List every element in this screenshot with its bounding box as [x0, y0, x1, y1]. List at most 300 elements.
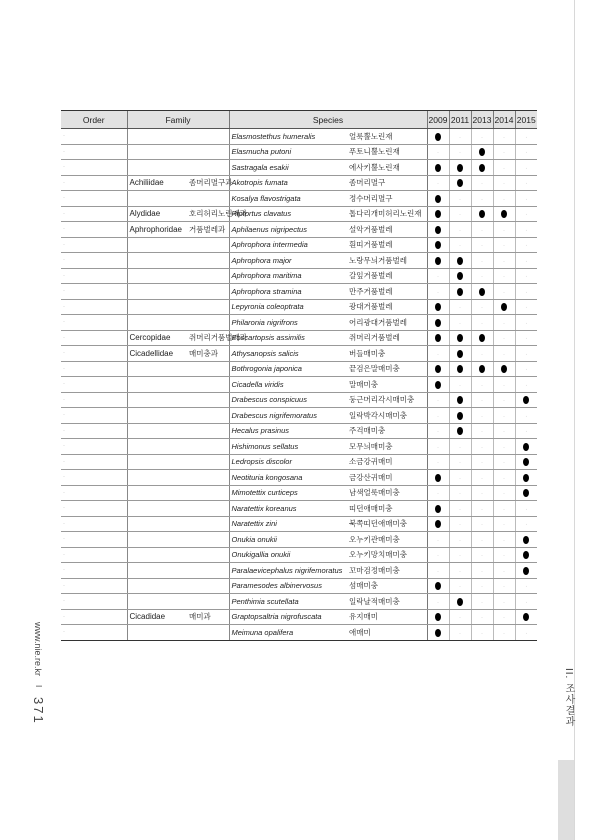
- absence-mark: ·: [481, 506, 483, 513]
- presence-dot-icon: [523, 458, 529, 466]
- family-scientific-name: [127, 315, 181, 331]
- year-presence-cell-2011: [449, 129, 471, 145]
- year-presence-cell-2015: [515, 392, 537, 408]
- species-scientific-name: Onukia onukii: [229, 532, 347, 548]
- species-scientific-name: Sastragala esakii: [229, 160, 347, 176]
- year-presence-cell-2014: [493, 175, 515, 191]
- absence-mark: ·: [481, 258, 483, 265]
- family-korean-name: [181, 361, 229, 377]
- order-cell: ·: [61, 330, 127, 346]
- absence-mark: ·: [503, 134, 505, 141]
- absence-mark: ·: [503, 630, 505, 637]
- family-korean-name: [181, 237, 229, 253]
- species-korean-text: 띠던애매미충: [349, 503, 393, 513]
- absence-mark: ·: [459, 506, 461, 513]
- absence-mark: ·: [525, 274, 528, 281]
- absence-mark: ·: [481, 475, 483, 482]
- year-presence-cell-2009: [427, 392, 449, 408]
- species-korean-text: 에사키뿔노린재: [349, 162, 400, 172]
- table-row: [61, 423, 537, 439]
- table-row: [61, 346, 537, 362]
- year-presence-cell-2014: [493, 315, 515, 331]
- family-scientific-name: [127, 454, 181, 470]
- presence-dot-icon: [435, 334, 441, 342]
- absence-mark: ·: [525, 351, 528, 358]
- presence-dot-icon: [523, 489, 529, 497]
- absence-mark: ·: [437, 289, 439, 296]
- species-korean-name: [347, 392, 427, 408]
- family-scientific-name: [127, 253, 181, 269]
- year-presence-cell-2009: [427, 532, 449, 548]
- family-scientific-name: [127, 237, 181, 253]
- table-row: [61, 563, 537, 579]
- absence-mark: ·: [459, 553, 461, 560]
- species-scientific-name: Kosalya flavostrigata: [229, 191, 347, 207]
- species-korean-name: [347, 470, 427, 486]
- year-presence-cell-2015: [515, 330, 537, 346]
- year-presence-cell-2014: [493, 237, 515, 253]
- family-korean-name: 매미충과: [181, 346, 229, 362]
- year-presence-cell-2013: [471, 377, 493, 393]
- family-korean-name: [181, 439, 229, 455]
- presence-dot-icon: [435, 582, 441, 590]
- presence-dot-icon: [523, 396, 529, 404]
- table-row: [61, 625, 537, 641]
- order-cell: ·: [61, 594, 127, 610]
- presence-dot-icon: [479, 164, 485, 172]
- year-presence-cell-2013: [471, 206, 493, 222]
- year-presence-cell-2013: [471, 563, 493, 579]
- species-scientific-name: Drabescus conspicuus: [229, 392, 347, 408]
- year-presence-cell-2015: [515, 439, 537, 455]
- presence-dot-icon: [435, 210, 441, 218]
- species-korean-text: 끝검은말매미충: [349, 364, 400, 374]
- species-korean-text: 유지매미: [349, 612, 378, 622]
- year-presence-cell-2009: [427, 346, 449, 362]
- year-presence-cell-2009: [427, 222, 449, 238]
- year-presence-cell-2011: [449, 408, 471, 424]
- species-korean-name: [347, 423, 427, 439]
- species-scientific-name: Bothrogonia japonica: [229, 361, 347, 377]
- presence-dot-icon: [523, 474, 529, 482]
- species-korean-text: 일락날적매미충: [349, 596, 400, 606]
- absence-mark: ·: [437, 568, 439, 575]
- absence-mark: ·: [459, 382, 461, 389]
- order-cell: ·: [61, 315, 127, 331]
- year-presence-cell-2014: [493, 532, 515, 548]
- species-scientific-name: Athysanopsis salicis: [229, 346, 347, 362]
- absence-mark: ·: [459, 460, 461, 467]
- species-scientific-name: Graptopsaltria nigrofuscata: [229, 609, 347, 625]
- presence-dot-icon: [435, 226, 441, 234]
- page-footer: [30, 622, 46, 742]
- section-label: II. 조사결과: [563, 668, 574, 728]
- absence-mark: ·: [525, 599, 528, 606]
- absence-mark: ·: [481, 227, 483, 234]
- absence-mark: ·: [525, 289, 528, 296]
- species-scientific-name: Paralaevicephalus nigrifemoratus: [229, 563, 347, 579]
- family-korean-name: 매미과: [181, 609, 229, 625]
- absence-mark: ·: [525, 243, 528, 250]
- presence-dot-icon: [457, 598, 463, 606]
- year-presence-cell-2011: [449, 237, 471, 253]
- family-korean-name: [181, 408, 229, 424]
- year-presence-cell-2009: [427, 175, 449, 191]
- year-presence-cell-2009: [427, 299, 449, 315]
- absence-mark: ·: [459, 227, 461, 234]
- absence-mark: ·: [503, 165, 505, 172]
- year-presence-cell-2015: [515, 222, 537, 238]
- year-presence-cell-2009: [427, 253, 449, 269]
- order-cell: ·: [61, 253, 127, 269]
- absence-mark: ·: [503, 382, 505, 389]
- species-korean-name: [347, 439, 427, 455]
- family-korean-name: [181, 284, 229, 300]
- absence-mark: ·: [503, 506, 505, 513]
- absence-mark: ·: [437, 460, 439, 467]
- species-korean-text: 노랑무늬거품벌레: [349, 255, 407, 265]
- absence-mark: ·: [437, 553, 439, 560]
- order-cell: ·: [61, 361, 127, 377]
- presence-dot-icon: [457, 257, 463, 265]
- species-scientific-name: Cicadella viridis: [229, 377, 347, 393]
- species-korean-text: 둥근머리각시매미충: [349, 395, 415, 405]
- order-cell: ·: [61, 501, 127, 517]
- absence-mark: ·: [525, 227, 528, 234]
- absence-mark: ·: [525, 584, 528, 591]
- order-cell: ·: [61, 578, 127, 594]
- table-row: [61, 454, 537, 470]
- absence-mark: ·: [503, 336, 505, 343]
- species-scientific-name: Akotropis fumata: [229, 175, 347, 191]
- species-korean-name: [347, 191, 427, 207]
- absence-mark: ·: [525, 258, 528, 265]
- year-presence-cell-2009: [427, 578, 449, 594]
- absence-mark: ·: [481, 491, 483, 498]
- family-korean-name: [181, 268, 229, 284]
- species-korean-text: 주걱매미충: [349, 426, 386, 436]
- header-species: Species: [229, 111, 427, 129]
- absence-mark: ·: [459, 305, 461, 312]
- header-order: Order: [61, 111, 127, 129]
- year-presence-cell-2011: [449, 532, 471, 548]
- absence-mark: ·: [503, 444, 505, 451]
- year-presence-cell-2014: [493, 547, 515, 563]
- species-korean-text: 쥐머리거품벌레: [349, 333, 400, 343]
- order-cell: ·: [61, 206, 127, 222]
- year-presence-cell-2013: [471, 516, 493, 532]
- year-presence-cell-2011: [449, 346, 471, 362]
- presence-dot-icon: [457, 365, 463, 373]
- species-scientific-name: Hecalus prasinus: [229, 423, 347, 439]
- year-presence-cell-2009: [427, 439, 449, 455]
- order-cell: ·: [61, 439, 127, 455]
- species-korean-name: [347, 346, 427, 362]
- absence-mark: ·: [481, 599, 483, 606]
- species-korean-text: 흰띠거품벌레: [349, 240, 393, 250]
- table-row: [61, 516, 537, 532]
- year-presence-cell-2014: [493, 454, 515, 470]
- absence-mark: ·: [481, 460, 483, 467]
- absence-mark: ·: [437, 444, 439, 451]
- family-scientific-name: [127, 191, 181, 207]
- year-presence-cell-2014: [493, 408, 515, 424]
- table-row: [61, 532, 537, 548]
- year-presence-cell-2011: [449, 594, 471, 610]
- species-scientific-name: Naratettix koreanus: [229, 501, 347, 517]
- family-scientific-name: [127, 625, 181, 641]
- family-korean-name: 쥐머리거품벌레과: [181, 330, 229, 346]
- year-presence-cell-2015: [515, 454, 537, 470]
- species-korean-text: 섬매미충: [349, 581, 378, 591]
- year-presence-cell-2014: [493, 206, 515, 222]
- presence-dot-icon: [501, 365, 507, 373]
- year-presence-cell-2014: [493, 485, 515, 501]
- species-korean-name: [347, 609, 427, 625]
- year-presence-cell-2013: [471, 439, 493, 455]
- species-korean-name: [347, 594, 427, 610]
- absence-mark: ·: [459, 630, 461, 637]
- species-korean-text: 오누키관매미충: [349, 534, 400, 544]
- species-korean-name: [347, 284, 427, 300]
- species-korean-text: 갈잎거품벌레: [349, 271, 393, 281]
- year-presence-cell-2009: [427, 594, 449, 610]
- species-korean-name: [347, 330, 427, 346]
- absence-mark: ·: [481, 429, 483, 436]
- presence-dot-icon: [457, 288, 463, 296]
- family-korean-name: [181, 315, 229, 331]
- absence-mark: ·: [525, 305, 528, 312]
- family-scientific-name: Cicadellidae: [127, 346, 181, 362]
- absence-mark: ·: [459, 491, 461, 498]
- footer-separator: I: [34, 684, 43, 687]
- family-scientific-name: Cercopidae: [127, 330, 181, 346]
- year-presence-cell-2014: [493, 392, 515, 408]
- year-presence-cell-2013: [471, 144, 493, 160]
- absence-mark: ·: [481, 181, 483, 188]
- absence-mark: ·: [503, 522, 505, 529]
- presence-dot-icon: [457, 427, 463, 435]
- absence-mark: ·: [481, 413, 483, 420]
- presence-dot-icon: [479, 288, 485, 296]
- year-presence-cell-2009: [427, 547, 449, 563]
- order-cell: ·: [61, 144, 127, 160]
- year-presence-cell-2011: [449, 578, 471, 594]
- year-presence-cell-2009: [427, 315, 449, 331]
- species-scientific-name: Mimotettix curticeps: [229, 485, 347, 501]
- absence-mark: ·: [503, 274, 505, 281]
- species-korean-name: [347, 408, 427, 424]
- year-presence-cell-2015: [515, 408, 537, 424]
- header-year: 2014: [493, 111, 515, 129]
- species-korean-name: [347, 144, 427, 160]
- species-korean-text: 톱다리개미허리노린재: [349, 209, 422, 219]
- species-korean-text: 모무늬매미충: [349, 441, 393, 451]
- species-scientific-name: Elasmostethus humeralis: [229, 129, 347, 145]
- species-korean-name: [347, 501, 427, 517]
- order-cell: ·: [61, 268, 127, 284]
- family-korean-name: 호리허리노린재과: [181, 206, 229, 222]
- species-korean-name: [347, 160, 427, 176]
- year-presence-cell-2013: [471, 485, 493, 501]
- table-row: [61, 501, 537, 517]
- presence-dot-icon: [501, 303, 507, 311]
- footer-url: www.nie.re.kr: [33, 622, 43, 677]
- order-cell: ·: [61, 237, 127, 253]
- presence-dot-icon: [523, 567, 529, 575]
- absence-mark: ·: [437, 181, 439, 188]
- presence-dot-icon: [435, 365, 441, 373]
- presence-dot-icon: [457, 179, 463, 187]
- order-cell: ·: [61, 423, 127, 439]
- year-presence-cell-2013: [471, 160, 493, 176]
- species-korean-name: [347, 578, 427, 594]
- year-presence-cell-2014: [493, 609, 515, 625]
- presence-dot-icon: [435, 257, 441, 265]
- presence-dot-icon: [435, 164, 441, 172]
- year-presence-cell-2013: [471, 423, 493, 439]
- absence-mark: ·: [481, 243, 483, 250]
- year-presence-cell-2011: [449, 144, 471, 160]
- year-presence-cell-2015: [515, 625, 537, 641]
- year-presence-cell-2014: [493, 625, 515, 641]
- family-scientific-name: [127, 547, 181, 563]
- order-cell: ·: [61, 299, 127, 315]
- absence-mark: ·: [459, 537, 461, 544]
- table-row: [61, 222, 537, 238]
- presence-dot-icon: [479, 334, 485, 342]
- species-scientific-name: Meimuna opalifera: [229, 625, 347, 641]
- order-cell: ·: [61, 392, 127, 408]
- year-presence-cell-2009: [427, 625, 449, 641]
- absence-mark: ·: [525, 196, 528, 203]
- year-presence-cell-2014: [493, 361, 515, 377]
- family-scientific-name: [127, 470, 181, 486]
- year-presence-cell-2015: [515, 377, 537, 393]
- year-presence-cell-2011: [449, 516, 471, 532]
- species-scientific-name: Eoscartopsis assimilis: [229, 330, 347, 346]
- year-presence-cell-2009: [427, 454, 449, 470]
- absence-mark: ·: [437, 429, 439, 436]
- year-presence-cell-2011: [449, 501, 471, 517]
- order-cell: ·: [61, 625, 127, 641]
- order-cell: ·: [61, 284, 127, 300]
- order-cell: ·: [61, 346, 127, 362]
- species-korean-text: 일락박각시매미충: [349, 410, 407, 420]
- table-row: [61, 268, 537, 284]
- year-presence-cell-2011: [449, 609, 471, 625]
- species-korean-text: 광대거품벌레: [349, 302, 393, 312]
- species-scientific-name: Paramesodes albinervosus: [229, 578, 347, 594]
- family-scientific-name: [127, 361, 181, 377]
- year-presence-cell-2015: [515, 470, 537, 486]
- family-scientific-name: Achiliidae: [127, 175, 181, 191]
- presence-dot-icon: [435, 505, 441, 513]
- absence-mark: ·: [503, 615, 505, 622]
- presence-dot-icon: [435, 474, 441, 482]
- family-korean-name: [181, 501, 229, 517]
- presence-dot-icon: [457, 396, 463, 404]
- species-korean-name: [347, 563, 427, 579]
- absence-mark: ·: [459, 150, 461, 157]
- order-cell: ·: [61, 516, 127, 532]
- year-presence-cell-2009: [427, 330, 449, 346]
- table-row: [61, 408, 537, 424]
- absence-mark: ·: [525, 212, 528, 219]
- species-korean-name: [347, 175, 427, 191]
- family-korean-name: 거품벌레과: [181, 222, 229, 238]
- absence-mark: ·: [481, 134, 483, 141]
- presence-dot-icon: [523, 536, 529, 544]
- presence-dot-icon: [457, 334, 463, 342]
- year-presence-cell-2013: [471, 609, 493, 625]
- year-presence-cell-2011: [449, 454, 471, 470]
- table-row: [61, 439, 537, 455]
- year-presence-cell-2015: [515, 547, 537, 563]
- year-presence-cell-2014: [493, 268, 515, 284]
- year-presence-cell-2015: [515, 532, 537, 548]
- year-presence-cell-2014: [493, 516, 515, 532]
- species-korean-text: 오누키망치매미충: [349, 550, 407, 560]
- presence-dot-icon: [523, 613, 529, 621]
- year-presence-cell-2009: [427, 563, 449, 579]
- year-presence-cell-2011: [449, 377, 471, 393]
- year-presence-cell-2009: [427, 129, 449, 145]
- header-year: 2015: [515, 111, 537, 129]
- family-korean-name: [181, 547, 229, 563]
- absence-mark: ·: [525, 630, 528, 637]
- absence-mark: ·: [481, 584, 483, 591]
- year-presence-cell-2011: [449, 222, 471, 238]
- year-presence-cell-2013: [471, 129, 493, 145]
- absence-mark: ·: [525, 367, 528, 374]
- year-presence-cell-2011: [449, 361, 471, 377]
- absence-mark: ·: [481, 382, 483, 389]
- family-scientific-name: [127, 377, 181, 393]
- species-scientific-name: Philaronia nigrifrons: [229, 315, 347, 331]
- absence-mark: ·: [437, 351, 439, 358]
- year-presence-cell-2013: [471, 578, 493, 594]
- absence-mark: ·: [503, 258, 505, 265]
- year-presence-cell-2014: [493, 299, 515, 315]
- table-row: [61, 609, 537, 625]
- year-presence-cell-2013: [471, 547, 493, 563]
- year-presence-cell-2015: [515, 299, 537, 315]
- family-scientific-name: [127, 284, 181, 300]
- year-presence-cell-2013: [471, 268, 493, 284]
- table-header-row: [61, 111, 537, 129]
- species-korean-name: [347, 268, 427, 284]
- year-presence-cell-2014: [493, 594, 515, 610]
- year-presence-cell-2013: [471, 501, 493, 517]
- table-row: [61, 578, 537, 594]
- year-presence-cell-2014: [493, 284, 515, 300]
- year-presence-cell-2011: [449, 439, 471, 455]
- table-row: [61, 547, 537, 563]
- absence-mark: ·: [437, 274, 439, 281]
- table-row: [61, 485, 537, 501]
- family-korean-name: [181, 253, 229, 269]
- family-korean-name: [181, 532, 229, 548]
- family-korean-name: [181, 470, 229, 486]
- absence-mark: ·: [437, 150, 439, 157]
- header-year: 2009: [427, 111, 449, 129]
- absence-mark: ·: [525, 506, 528, 513]
- absence-mark: ·: [525, 336, 528, 343]
- table-row: [61, 377, 537, 393]
- order-cell: ·: [61, 377, 127, 393]
- presence-dot-icon: [523, 443, 529, 451]
